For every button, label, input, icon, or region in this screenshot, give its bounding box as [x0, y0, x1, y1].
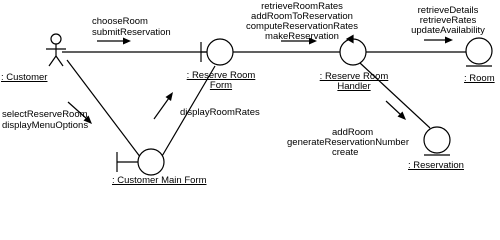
customer-actor-icon	[46, 34, 66, 66]
arrow-customer-to-form-icon	[97, 38, 131, 45]
message-retrieve-room-rates: retrieveRoomRates	[261, 1, 343, 12]
message-submit-reservation: submitReservation	[92, 27, 171, 38]
room-entity-icon	[466, 38, 492, 66]
message-create: create	[332, 147, 359, 158]
message-display-room-rates: displayRoomRates	[180, 107, 260, 118]
message-add-room: addRoom	[332, 127, 374, 138]
message-select-reserve-room: selectReserveRoom	[2, 109, 88, 120]
message-retrieve-rates: retrieveRates	[419, 15, 477, 26]
reservation-entity-icon	[424, 127, 450, 155]
message-make-reservation: makeReservation	[265, 31, 339, 42]
arrow-handler-to-room-icon	[424, 37, 453, 44]
message-choose-room: chooseRoom	[92, 16, 148, 27]
arrow-handler-to-reservation-icon	[386, 101, 406, 120]
message-generate-reservation-number: generateReservationNumber	[287, 137, 409, 148]
customer-main-form-boundary-icon	[117, 149, 164, 175]
message-display-menu-options: displayMenuOptions	[2, 120, 89, 131]
customer-label: : Customer	[1, 72, 48, 83]
reserve-room-handler-label: : Reserve Room Handler	[319, 71, 389, 92]
message-update-availability: updateAvailability	[411, 25, 485, 36]
arrow-main-form-to-form-icon	[154, 92, 173, 119]
reserve-room-form-boundary-icon	[201, 39, 233, 65]
reservation-label: : Reservation	[408, 160, 464, 171]
room-label: : Room	[464, 73, 495, 84]
customer-main-form-label: : Customer Main Form	[112, 175, 207, 186]
reserve-room-form-label: : Reserve Room Form	[186, 70, 256, 91]
message-add-room-to-reservation: addRoomToReservation	[251, 11, 353, 22]
message-retrieve-details: retrieveDetails	[417, 5, 479, 16]
message-compute-reservation-rates: computeReservationRates	[246, 21, 358, 32]
